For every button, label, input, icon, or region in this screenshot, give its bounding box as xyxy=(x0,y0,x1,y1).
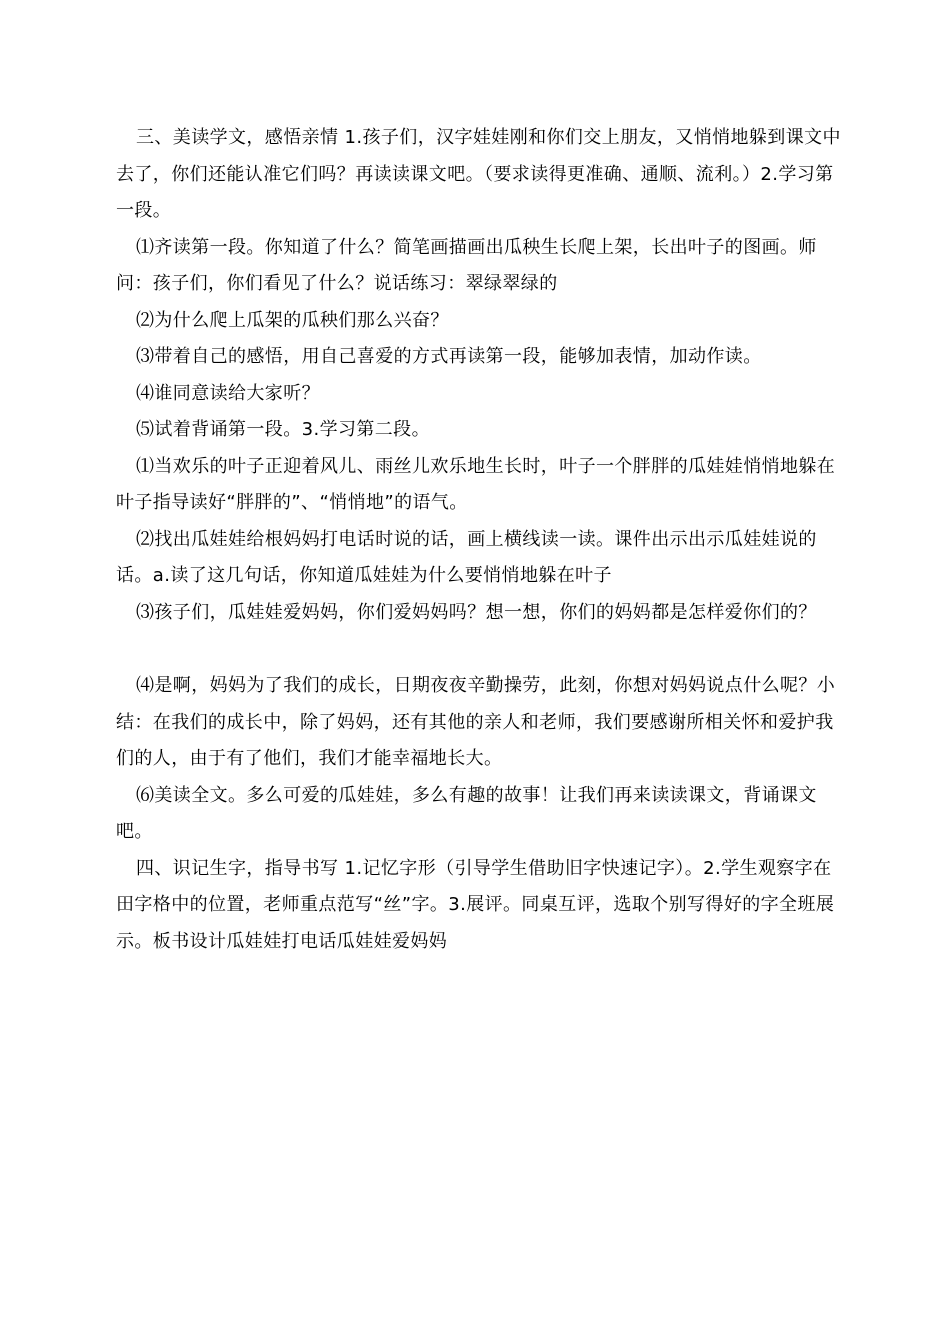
paragraph-recite-first-section: ⑸试着背诵第一段。3.学习第二段。 xyxy=(136,419,430,440)
paragraph-why-excited: ⑵为什么爬上瓜架的瓜秧们那么兴奋？ xyxy=(136,309,449,331)
paragraph-who-reads: ⑷谁同意读给大家听？ xyxy=(136,382,320,404)
paragraph-leaves-growing: ⑴当欢乐的叶子正迎着风儿、雨丝儿欢乐地生长时，叶子一个胖胖的瓜娃娃悄悄地躲在叶子指导读好“胖胖的”、“悄悄地”的语气。 xyxy=(116,455,836,513)
paragraph-read-with-feeling: ⑶带着自己的感悟，用自己喜爱的方式再读第一段，能够加表情，加动作读。 xyxy=(136,346,762,367)
section-three-paragraph: 三、美读学文，感悟亲情 1.孩子们，汉字娃娃刚和你们交上朋友，又悄悄地躲到课文中去了，你们还能认准它们吗？再读读课文吧。（要求读得更准确、通顺、流利。）2.学习第一段。 xyxy=(116,127,841,221)
paragraph-love-mother: ⑶孩子们，瓜娃娃爱妈妈，你们爱妈妈吗？想一想，你们的妈妈都是怎样爱你们的？ xyxy=(136,601,817,623)
paragraph-read-first-section: ⑴齐读第一段。你知道了什么？简笔画描画出瓜秧生长爬上架，长出叶子的图画。师问：孩子们，你们看见了什么？说话练习：翠绿翠绿的 xyxy=(116,236,817,294)
section-four-paragraph: 四、识记生字，指导书写 1.记忆字形（引导学生借助旧字快速记字）。2.学生观察字在田字格中的位置，老师重点范写“丝”字。3.展评。同桌互评，选取个别写得好的字全班展示。板书设计瓜娃娃打电话瓜娃娃爱妈妈 xyxy=(116,857,835,952)
blank-line xyxy=(116,631,848,668)
paragraph-phone-call: ⑵找出瓜娃娃给根妈妈打电话时说的话，画上横线读一读。课件出示出示瓜娃娃说的话。a.读了这几句话，你知道瓜娃娃为什么要悄悄地躲在叶子 xyxy=(116,528,817,586)
document-body xyxy=(116,120,848,960)
paragraph-summary: ⑷是啊，妈妈为了我们的成长，日期夜夜辛勤操劳，此刻，你想对妈妈说点什么呢？小结：在我们的成长中，除了妈妈，还有其他的亲人和老师，我们要感谢所相关怀和爱护我们的人，由于有了他们，我们才能幸福地长大。 xyxy=(116,675,836,769)
paragraph-read-full-text: ⑹美读全文。多么可爱的瓜娃娃，多么有趣的故事！让我们再来读读课文，背诵课文吧。 xyxy=(116,784,817,842)
